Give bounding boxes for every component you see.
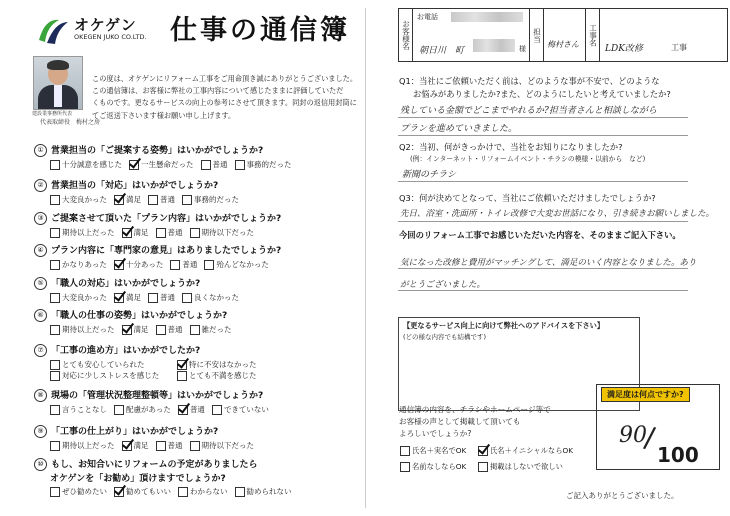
question-heading [34, 457, 354, 471]
work-value: LDK改修 [605, 44, 643, 54]
q2-text: Q2：当初、何がきっかけで、当社をお知りになりましたか? [399, 142, 623, 152]
option-label: 十分あった [125, 260, 164, 269]
checkbox[interactable] [114, 405, 124, 415]
checkbox[interactable] [50, 360, 60, 370]
question-block [34, 276, 354, 303]
checked-checkbox[interactable] [122, 228, 132, 238]
work-label: 工事名 [585, 9, 600, 61]
question-number: ⑨ [34, 425, 47, 438]
option[interactable] [50, 440, 115, 451]
checked-checkbox[interactable] [129, 160, 139, 170]
option-label: 事務的だった [246, 160, 292, 169]
checkbox[interactable] [182, 195, 192, 205]
satisfaction-max: 100 [657, 443, 699, 467]
question-block [34, 211, 354, 238]
q2-example: (例：インターネット・リフォームイベント・チラシの模様・以前から など) [410, 155, 646, 163]
option[interactable] [177, 359, 297, 370]
option-label: 普通 [167, 228, 183, 237]
question-number: ⑥ [34, 309, 47, 322]
staff-value: 梅村さん [547, 40, 579, 49]
option-label: 言うことなし [62, 405, 107, 414]
checked-checkbox[interactable] [114, 487, 124, 497]
option-label: 勧められない [246, 487, 292, 496]
publish-question-2: お客様の声として掲載して頂いても [399, 417, 521, 426]
option-label: 配慮があった [126, 405, 171, 414]
question-heading [34, 211, 354, 225]
option-label: 普通 [167, 441, 183, 450]
a1-answer-2: プランを進めていきました。 [400, 124, 518, 134]
option-label: とても不満を感じた [189, 371, 257, 380]
advice-sub: (どの様な内容でも結構です) [403, 333, 487, 341]
option[interactable] [50, 324, 115, 335]
checkbox[interactable] [170, 260, 180, 270]
work-suffix: 工事 [671, 43, 687, 52]
checkbox[interactable] [50, 160, 60, 170]
question-block [34, 178, 354, 205]
question-number: ⑩ [34, 458, 47, 471]
answer-line [398, 268, 688, 269]
photo-caption-name: 代表取締役 梅村之房 [40, 119, 101, 126]
publish-option-label: 氏名＋イニシャルならOK [490, 446, 574, 455]
option[interactable] [190, 227, 255, 238]
options-row [50, 159, 354, 170]
question-block [34, 243, 354, 270]
checkbox[interactable] [478, 462, 488, 472]
option[interactable] [129, 159, 194, 170]
intro-line: この度は、オケゲンにリフォーム工事をご用命頂き誠にありがとうございました。 [92, 74, 358, 83]
question-text: ご提案させて頂いた「プラン内容」はいかがでしょうか? [51, 214, 282, 224]
question-block [34, 343, 354, 381]
question-text: 現場の「管理状況整理整頓等」はいかがでしょうか? [51, 391, 264, 401]
option[interactable] [190, 440, 255, 451]
customer-label: お客様名 [399, 9, 413, 61]
option-label: 普通 [167, 325, 183, 334]
option[interactable] [114, 486, 171, 497]
checked-checkbox[interactable] [478, 446, 488, 456]
redacted-phone [451, 12, 523, 22]
question-block [34, 457, 354, 497]
option[interactable] [182, 292, 239, 303]
question-heading [34, 243, 354, 257]
option-label: 大変良かった [62, 293, 107, 302]
option-label: 普通 [160, 293, 175, 302]
checkbox[interactable] [50, 293, 60, 303]
option[interactable] [50, 227, 115, 238]
option-label: 普通 [182, 260, 198, 269]
checked-checkbox[interactable] [177, 360, 187, 370]
option[interactable] [182, 194, 239, 205]
option[interactable] [114, 292, 141, 303]
question-text-2: オケゲンを「お勧め」頂けますでしょうか? [50, 474, 226, 484]
question-number: ⑤ [34, 277, 47, 290]
satisfaction-box [596, 384, 720, 470]
question-text: 「職人の対応」はいかがでしょうか? [51, 279, 201, 289]
answer-line [398, 135, 688, 136]
checkbox[interactable] [148, 293, 158, 303]
option[interactable] [114, 404, 171, 415]
option-label: 期待以上だった [62, 441, 115, 450]
checkbox[interactable] [204, 260, 214, 270]
customer-header-box [398, 8, 728, 62]
checkbox[interactable] [177, 371, 187, 381]
thanks-text: ご記入ありがとうございました。 [566, 491, 679, 500]
publish-option[interactable] [478, 462, 563, 472]
option-label: 満足 [126, 195, 141, 204]
options-row [50, 440, 354, 451]
option-label: 期待以上だった [62, 325, 115, 334]
intro-line: くものです。更なるサービスの向上の参考にさせて頂きます。同封の返信用封筒に [92, 98, 357, 108]
checkbox[interactable] [148, 195, 158, 205]
option[interactable] [201, 159, 228, 170]
question-heading [34, 308, 354, 322]
checkbox[interactable] [190, 441, 200, 451]
option-label: わからない [190, 487, 228, 496]
checkbox[interactable] [235, 160, 245, 170]
question-heading [34, 143, 354, 157]
option-label: とても安心していられた [62, 360, 145, 369]
option[interactable] [122, 227, 149, 238]
option-label: 良くなかった [194, 293, 239, 302]
checkbox[interactable] [50, 325, 60, 335]
question-block [34, 143, 354, 170]
question-heading [34, 424, 354, 438]
option[interactable] [170, 259, 197, 270]
q3-text: Q3：何が決めてとなって、当社にご依頼いただけましたでしょうか? [399, 193, 656, 203]
options-row [50, 227, 354, 238]
option-label: 大変良かった [62, 195, 107, 204]
publish-option[interactable] [400, 462, 466, 472]
option-label: 事務的だった [194, 195, 239, 204]
intro-line: てご返送下さいます様お願い申し上げます。 [92, 110, 236, 120]
option-label: 満足 [133, 441, 149, 450]
checkbox[interactable] [182, 293, 192, 303]
president-photo [33, 56, 83, 110]
answer-line [398, 117, 688, 118]
checked-checkbox[interactable] [114, 293, 124, 303]
publish-option[interactable] [400, 446, 466, 456]
question-block [34, 308, 354, 335]
intro-line: この通信簿は、お客様に弊社の工事内容について感じたままに評価していただ [92, 86, 344, 96]
option-label: 普通 [212, 160, 228, 169]
checkbox[interactable] [212, 405, 222, 415]
publish-question: 通信簿の内容を、チラシやホームページ等で [399, 405, 551, 414]
question-text: もし、お知合いにリフォームの予定がありましたら [51, 460, 258, 470]
option[interactable] [50, 159, 122, 170]
question-block [34, 424, 354, 451]
options-row [50, 292, 354, 303]
option-label: 十分誠意を感じた [62, 160, 122, 169]
question-text: 営業担当の「ご提案する姿勢」はいかがでしょうか? [51, 146, 264, 156]
checked-checkbox[interactable] [122, 441, 132, 451]
brand-name: オケゲン [74, 16, 137, 34]
question-text: 「職人の仕事の姿勢」はいかがでしょうか? [51, 311, 228, 321]
option[interactable] [50, 292, 107, 303]
question-number: ④ [34, 244, 47, 257]
question-number: ⑧ [34, 389, 47, 402]
checkbox[interactable] [50, 228, 60, 238]
checkbox[interactable] [235, 487, 245, 497]
option[interactable] [212, 404, 269, 415]
option[interactable] [178, 404, 205, 415]
option-label: できていない [223, 405, 269, 414]
option[interactable] [177, 370, 297, 381]
option[interactable] [122, 440, 149, 451]
question-number: ⑦ [34, 344, 47, 357]
question-heading [34, 343, 354, 357]
phone-label: お電話 [417, 13, 438, 21]
honorific: 様 [519, 45, 526, 53]
question-text: 「工事の仕上がり」はいかがでしょうか? [51, 427, 219, 437]
checkbox[interactable] [50, 487, 60, 497]
options-row [50, 404, 354, 415]
q4-text: 今回のリフォーム工事でお感じいただいた内容を、そのままご記入下さい。 [399, 230, 681, 240]
option[interactable] [204, 259, 269, 270]
option[interactable] [114, 194, 141, 205]
option[interactable] [156, 227, 183, 238]
options-row [50, 324, 354, 335]
option[interactable] [50, 370, 170, 381]
question-heading [34, 388, 354, 402]
publish-option[interactable] [478, 446, 573, 456]
option[interactable] [50, 359, 170, 370]
checked-checkbox[interactable] [122, 325, 132, 335]
checkbox[interactable] [50, 405, 60, 415]
checked-checkbox[interactable] [114, 195, 124, 205]
question-text: 営業担当の「対応」はいかがでしょうか? [51, 181, 219, 191]
checkbox[interactable] [190, 228, 200, 238]
question-number: ① [34, 144, 47, 157]
photo-caption-role: 建設業事務所代表 [32, 111, 73, 117]
checkbox[interactable] [50, 195, 60, 205]
option-label: 雑だった [201, 325, 232, 334]
options-row [50, 359, 310, 381]
intro-text [92, 73, 358, 122]
answer-line [398, 181, 688, 182]
checkbox[interactable] [50, 441, 60, 451]
question-block [34, 388, 354, 415]
checkbox[interactable] [190, 325, 200, 335]
question-heading [34, 178, 354, 192]
okegen-logo-icon [35, 16, 71, 46]
option-label: 一生懸命だった [141, 160, 194, 169]
checkbox[interactable] [50, 260, 60, 270]
option-label: 普通 [189, 405, 205, 414]
option-label: 期待以下だった [201, 441, 254, 450]
checked-checkbox[interactable] [114, 260, 124, 270]
option-label: 特に不安はなかった [189, 360, 257, 369]
a2-answer: 新聞のチラシ [402, 170, 457, 180]
checkbox[interactable] [178, 487, 188, 497]
staff-label: 担当 [529, 9, 544, 61]
page-divider [365, 8, 366, 508]
checkbox[interactable] [400, 446, 410, 456]
q1-text-2: お悩みがありましたか?また、どのようにしたいと考えていましたか? [413, 89, 671, 99]
option-label: 普通 [160, 195, 175, 204]
checkbox[interactable] [156, 441, 166, 451]
option[interactable] [50, 486, 107, 497]
checkbox[interactable] [50, 371, 60, 381]
question-number: ③ [34, 212, 47, 225]
option-label: ぜひ勧めたい [62, 487, 107, 496]
option[interactable] [235, 159, 292, 170]
a1-answer: 残している金額でどこまでやれるか?担当者さんと相談しながら [400, 106, 657, 116]
option-label: かなりあった [62, 260, 107, 269]
option[interactable] [50, 259, 107, 270]
option[interactable] [50, 194, 107, 205]
options-row [50, 259, 354, 270]
answer-line [398, 221, 688, 222]
customer-name-value: 朝日川 町 [419, 46, 465, 56]
checkbox[interactable] [156, 228, 166, 238]
options-row [50, 486, 354, 497]
option-label: 勧めてもいい [126, 487, 171, 496]
option[interactable] [178, 486, 228, 497]
checkbox[interactable] [400, 462, 410, 472]
publish-option-label: 氏名＋実名でOK [412, 446, 467, 455]
option[interactable] [156, 440, 183, 451]
option-label: 期待以上だった [62, 228, 115, 237]
question-number: ② [34, 179, 47, 192]
publish-question-3: よろしいでしょうか? [399, 429, 472, 438]
publish-option-label: 掲載はしないで欲しい [490, 462, 563, 471]
question-heading [34, 276, 354, 290]
satisfaction-score: 90 [619, 423, 647, 448]
fraction-slash: / [642, 420, 658, 455]
checkbox[interactable] [201, 160, 211, 170]
publish-option-label: 名前なしならOK [412, 462, 467, 471]
option[interactable] [156, 324, 183, 335]
options-row [50, 194, 354, 205]
checked-checkbox[interactable] [178, 405, 188, 415]
a4-answer: 気になった改修と費用がマッチングして、満足のいく内容となりました。ありがとうございました。 [400, 258, 697, 290]
satisfaction-title: 満足度は何点ですか? [601, 387, 690, 402]
brand-sub: OKEGEN JUKO CO.LTD. [74, 33, 147, 41]
option-label: 期待以下だった [201, 228, 254, 237]
option-label: 満足 [133, 228, 149, 237]
redacted-name [473, 39, 515, 52]
a3-answer: 先日、浴室・洗面所・トイレ改修で大変お世話になり、引き続きお願いしました。 [400, 209, 715, 219]
option[interactable] [148, 194, 175, 205]
option-label: 満足 [133, 325, 149, 334]
option[interactable] [114, 259, 163, 270]
answer-line [398, 290, 688, 291]
advice-title: 【更なるサービス向上に向けて弊社へのアドバイスを下さい】 [403, 321, 605, 330]
option[interactable] [122, 324, 149, 335]
question-text: 「工事の進め方」はいかがでしたか? [51, 346, 201, 356]
checkbox[interactable] [156, 325, 166, 335]
option[interactable] [235, 486, 292, 497]
page-title: 仕事の通信簿 [170, 15, 350, 46]
q1-text: Q1：当社にご依頼いただく前は、どのような事が不安で、どのような [399, 76, 660, 86]
option-label: 対応に少しストレスを感じた [62, 371, 160, 380]
option-label: 殆んどなかった [216, 260, 269, 269]
option[interactable] [148, 292, 175, 303]
option[interactable] [190, 324, 232, 335]
option-label: 満足 [126, 293, 141, 302]
question-text: プラン内容に「専門家の意見」はありましたでしょうか? [51, 246, 282, 256]
option[interactable] [50, 404, 107, 415]
